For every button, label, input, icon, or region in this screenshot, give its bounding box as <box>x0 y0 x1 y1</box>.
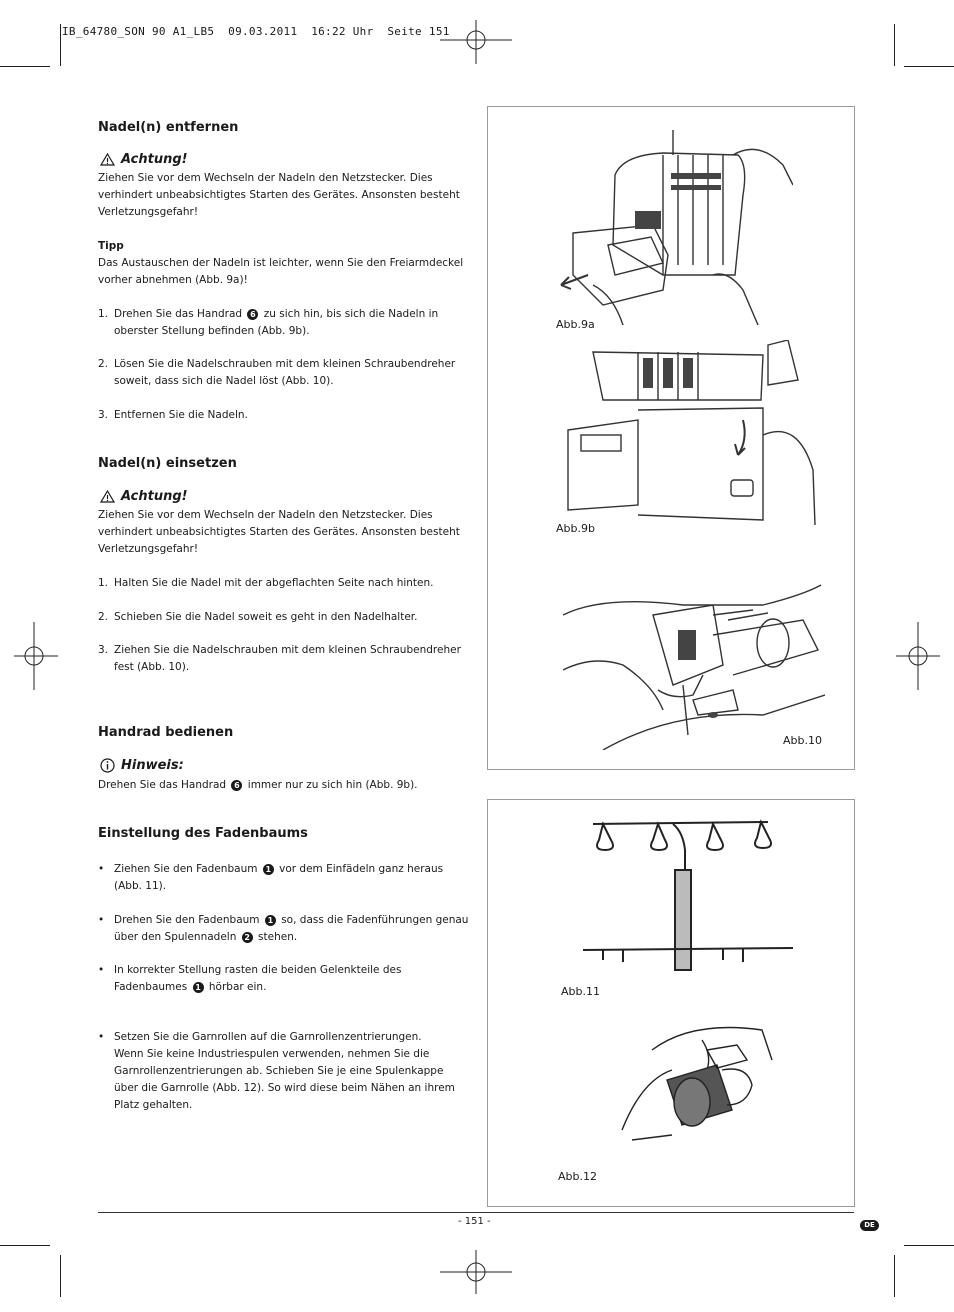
warning-achtung-2 <box>100 489 188 504</box>
list-item: • Ziehen Sie den Fadenbaum 1 vor dem Einfädeln ganz heraus (Abb. 11). <box>98 863 444 892</box>
warning-text-1: Ziehen Sie vor dem Wechseln der Nadeln den Netzstecker. Dies verhindert unbeabsichtigtes Starten des Gerätes. Ansonsten besteht Verletzungsgefahr! <box>98 172 460 218</box>
registration-mark-left-icon <box>14 622 58 690</box>
list-item: 3. Entfernen Sie die Nadeln. <box>98 409 248 421</box>
warning-label: Achtung! <box>121 489 188 504</box>
list-item: 2. Lösen Sie die Nadelschrauben mit dem kleinen Schraubendreher soweit, dass sich die Nadel löst (Abb. 10). <box>98 358 456 387</box>
caption-abb-11: Abb.11 <box>561 985 600 998</box>
heading-handrad-bedienen: Handrad bedienen <box>98 725 234 740</box>
reference-number-icon: 1 <box>265 915 276 926</box>
list-item: 3. Ziehen Sie die Nadelschrauben mit dem kleinen Schraubendreher fest (Abb. 10). <box>98 644 461 673</box>
figure-9a-sewing-machine-illustration <box>553 125 793 325</box>
registration-mark-top-icon <box>440 20 512 64</box>
page-number: - 151 - <box>458 1216 491 1227</box>
tip-text: Das Austauschen der Nadeln ist leichter, wenn Sie den Freiarmdeckel vorher abnehmen (Abb. 9a)! <box>98 257 464 286</box>
language-badge: DE <box>860 1220 879 1231</box>
list-item: • In korrekter Stellung rasten die beiden Gelenkteile des Fadenbaumes 1 hörbar ein. <box>98 964 402 993</box>
figure-11-thread-stand-illustration <box>563 810 795 985</box>
list-item: 2. Schieben Sie die Nadel soweit es geht in den Nadelhalter. <box>98 611 418 623</box>
warning-triangle-icon <box>100 153 115 166</box>
caption-abb-9a: Abb.9a <box>556 318 595 331</box>
caption-abb-12: Abb.12 <box>558 1170 597 1183</box>
figure-12-spool-cap-illustration <box>612 1010 782 1150</box>
caption-abb-9b: Abb.9b <box>556 522 595 535</box>
heading-nadel-entfernen: Nadel(n) entfernen <box>98 120 239 135</box>
reference-number-icon: 1 <box>263 864 274 875</box>
reference-number-icon: 2 <box>242 932 253 943</box>
warning-triangle-icon <box>100 490 115 503</box>
tip-label: Tipp <box>98 240 124 252</box>
warning-text-2: Ziehen Sie vor dem Wechseln der Nadeln den Netzstecker. Dies verhindert unbeabsichtigtes Starten des Gerätes. Ansonsten besteht Verletzungsgefahr! <box>98 509 460 555</box>
note-hinweis <box>100 758 184 773</box>
figure-10-needle-screw-illustration <box>563 575 825 750</box>
list-item: • Drehen Sie den Fadenbaum 1 so, dass die Fadenführungen genau über den Spulennadeln 2 stehen. <box>98 914 469 943</box>
list-item: 1. Halten Sie die Nadel mit der abgeflachten Seite nach hinten. <box>98 577 434 589</box>
note-label: Hinweis: <box>121 758 184 773</box>
print-slug: IB_64780_SON 90 A1_LB5 09.03.2011 16:22 Uhr Seite 151 <box>62 25 450 38</box>
info-icon <box>100 758 115 773</box>
heading-fadenbaum: Einstellung des Fadenbaums <box>98 826 308 841</box>
reference-number-icon: 6 <box>247 309 258 320</box>
registration-mark-right-icon <box>896 622 940 690</box>
caption-abb-10: Abb.10 <box>783 734 822 747</box>
warning-achtung-1 <box>100 152 188 167</box>
heading-nadel-einsetzen: Nadel(n) einsetzen <box>98 456 237 471</box>
registration-mark-bottom-icon <box>440 1250 512 1294</box>
reference-number-icon: 1 <box>193 982 204 993</box>
warning-label: Achtung! <box>121 152 188 167</box>
list-item: • Setzen Sie die Garnrollen auf die Garnrollenzentrierungen. Wenn Sie keine Industriespulen verwenden, nehmen Sie die Garnrollenzentrierungen ab. Schieben Sie je eine Spulenkappe über die Garnrolle (Abb. 12). So wird diese beim Nähen an ihrem Platz gehalten. <box>98 1031 455 1111</box>
figure-9b-handwheel-illustration <box>563 340 818 530</box>
note-text: Drehen Sie das Handrad 6 immer nur zu sich hin (Abb. 9b). <box>98 779 418 791</box>
footer-divider <box>98 1212 854 1213</box>
list-item: 1. Drehen Sie das Handrad 6 zu sich hin, bis sich die Nadeln in oberster Stellung befinden (Abb. 9b). <box>98 308 439 337</box>
reference-number-icon: 6 <box>231 780 242 791</box>
